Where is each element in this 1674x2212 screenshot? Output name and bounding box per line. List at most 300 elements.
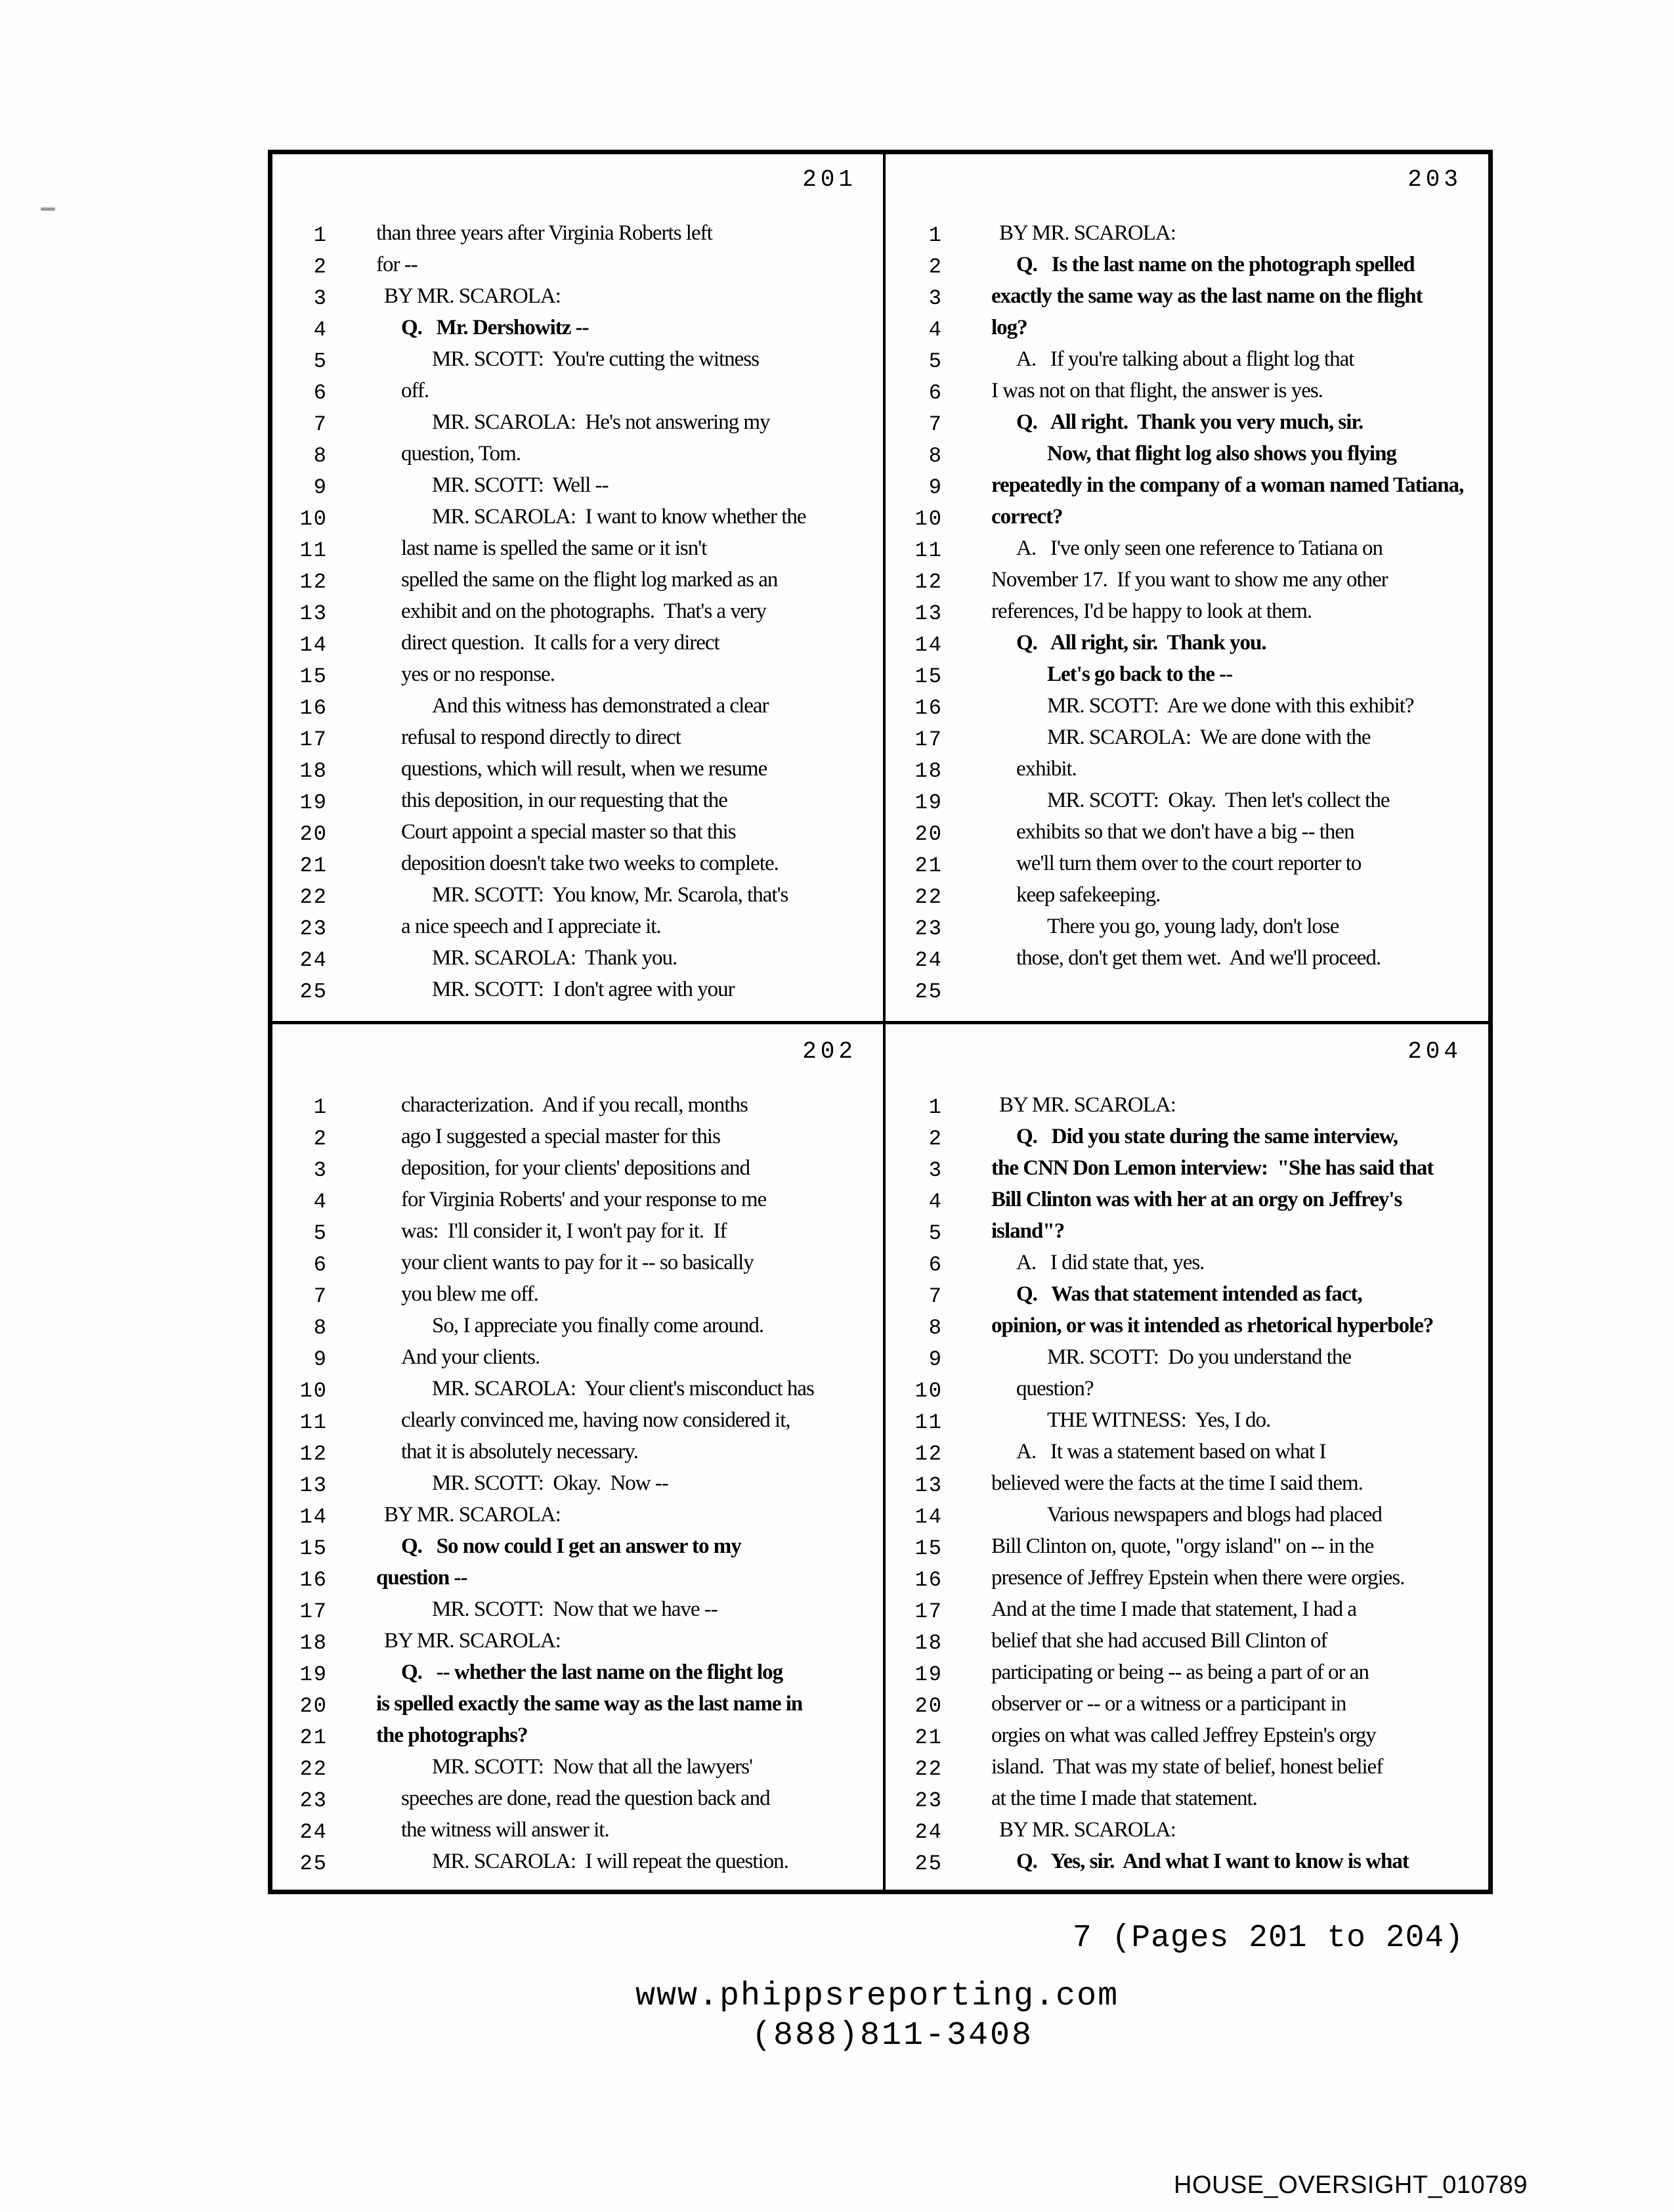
transcript-line [888, 1155, 1488, 1186]
line-number: 15 [299, 664, 328, 689]
line-number: 14 [914, 633, 943, 657]
line-text: questions, which will result, when we resume [401, 757, 767, 781]
line-text: we'll turn them over to the court reporter to [1016, 852, 1362, 875]
line-number: 18 [299, 759, 328, 783]
transcript-line [272, 1691, 883, 1722]
line-number: 23 [914, 1789, 943, 1813]
transcript-line [272, 787, 883, 819]
line-number: 11 [299, 538, 328, 563]
reporter-website: www.phippsreporting.com [635, 1978, 1119, 2015]
line-text: belief that she had accused Bill Clinton of [991, 1629, 1327, 1653]
transcript-line [272, 1628, 883, 1659]
line-number: 1 [928, 223, 943, 248]
line-text: MR. SCOTT: You know, Mr. Scarola, that's [432, 883, 788, 907]
line-number: 19 [914, 1662, 943, 1687]
transcript-line [272, 693, 883, 724]
line-number: 7 [928, 412, 943, 437]
line-text: for -- [376, 253, 418, 276]
transcript-line [888, 1659, 1488, 1691]
transcript-line [888, 1533, 1488, 1565]
line-number: 4 [928, 318, 943, 342]
transcript-line [272, 1848, 883, 1880]
line-number: 19 [299, 1662, 328, 1687]
transcript-line [888, 283, 1488, 314]
line-number: 22 [299, 1757, 328, 1781]
line-number: 17 [299, 727, 328, 752]
line-number: 24 [299, 1820, 328, 1844]
transcript-line [888, 1312, 1488, 1344]
line-number: 16 [914, 1568, 943, 1592]
line-number: 3 [928, 286, 943, 311]
line-number: 1 [928, 1095, 943, 1119]
transcript-line [272, 1439, 883, 1470]
line-number: 5 [928, 349, 943, 374]
transcript-line [272, 378, 883, 409]
line-text: MR. SCAROLA: We are done with the [1047, 726, 1371, 749]
line-number: 1 [313, 1095, 328, 1119]
transcript-line [888, 724, 1488, 756]
line-text: off. [401, 379, 429, 402]
line-number: 8 [928, 444, 943, 468]
line-text: spelled the same on the flight log marked as an [401, 568, 778, 592]
transcript-line [888, 1565, 1488, 1596]
line-text: question -- [376, 1566, 467, 1590]
transcript-line [272, 472, 883, 504]
transcript-line [888, 1502, 1488, 1533]
line-number: 12 [914, 1442, 943, 1466]
line-text: MR. SCOTT: I don't agree with your [432, 978, 735, 1001]
transcript-line [888, 756, 1488, 787]
line-text: last name is spelled the same or it isn't [401, 536, 707, 560]
line-text: Q. Is the last name on the photograph spelled [1016, 253, 1415, 276]
transcript-line [888, 1722, 1488, 1754]
transcript-line [272, 1533, 883, 1565]
transcript-line [272, 1817, 883, 1848]
line-number: 15 [914, 1536, 943, 1561]
line-text: that it is absolutely necessary. [401, 1440, 638, 1464]
transcript-line [888, 882, 1488, 913]
reporter-phone: (888)811-3408 [752, 2017, 1034, 2054]
line-text: direct question. It calls for a very direct [401, 631, 719, 655]
line-text: clearly convinced me, having now considered it, [401, 1408, 790, 1432]
line-number: 19 [299, 791, 328, 815]
transcript-line [888, 1439, 1488, 1470]
line-text: BY MR. SCAROLA: [384, 1629, 561, 1653]
line-number: 17 [914, 727, 943, 752]
line-number: 2 [313, 1127, 328, 1151]
line-number: 1 [313, 223, 328, 248]
line-number: 21 [299, 854, 328, 878]
transcript-line [272, 850, 883, 882]
line-number: 7 [313, 1284, 328, 1309]
line-text: Q. So now could I get an answer to my [401, 1534, 741, 1558]
line-number: 9 [313, 475, 328, 500]
line-number: 13 [914, 1473, 943, 1498]
transcript-line [888, 787, 1488, 819]
transcript-line [888, 1281, 1488, 1312]
line-number: 22 [914, 1757, 943, 1781]
transcript-line [272, 220, 883, 251]
transcript-line [272, 1155, 883, 1186]
line-text: MR. SCAROLA: Your client's misconduct has [432, 1377, 814, 1400]
transcript-line [888, 1848, 1488, 1880]
page-number: 202 [802, 1038, 857, 1065]
transcript-line [272, 1565, 883, 1596]
line-text: MR. SCAROLA: I will repeat the question. [432, 1850, 788, 1873]
line-number: 18 [299, 1631, 328, 1655]
transcript-line [272, 251, 883, 283]
transcript-page-202 [272, 1026, 883, 1890]
line-number: 20 [914, 1694, 943, 1718]
line-text: Let's go back to the -- [1047, 662, 1233, 686]
transcript-line [888, 1407, 1488, 1439]
transcript-line [888, 1628, 1488, 1659]
transcript-line [888, 1817, 1488, 1848]
transcript-line [888, 1691, 1488, 1722]
line-number: 25 [914, 980, 943, 1004]
line-text: references, I'd be happy to look at them. [991, 599, 1312, 623]
line-number: 10 [914, 1379, 943, 1403]
line-text: A. It was a statement based on what I [1016, 1440, 1326, 1464]
line-number: 11 [914, 1410, 943, 1435]
line-number: 10 [299, 1379, 328, 1403]
line-text: the CNN Don Lemon interview: "She has said that [991, 1156, 1434, 1180]
page-number: 204 [1407, 1038, 1462, 1065]
line-text: observer or -- or a witness or a participant in [991, 1692, 1346, 1716]
line-text: THE WITNESS: Yes, I do. [1047, 1408, 1271, 1432]
transcript-line [272, 504, 883, 535]
line-number: 15 [914, 664, 943, 689]
line-text: participating or being -- as being a part of or an [991, 1660, 1369, 1684]
line-number: 23 [299, 1789, 328, 1813]
line-text: MR. SCAROLA: I want to know whether the [432, 505, 806, 529]
transcript-line [272, 1407, 883, 1439]
transcript-line [272, 724, 883, 756]
line-number: 11 [914, 538, 943, 563]
line-text: was: I'll consider it, I won't pay for it. If [401, 1219, 727, 1243]
line-text: MR. SCOTT: Okay. Then let's collect the [1047, 789, 1390, 812]
line-number: 2 [928, 1127, 943, 1151]
line-text: believed were the facts at the time I said them. [991, 1471, 1363, 1495]
line-number: 6 [313, 381, 328, 405]
line-text: BY MR. SCAROLA: [999, 221, 1176, 245]
transcript-line [272, 1596, 883, 1628]
transcript-line [888, 567, 1488, 598]
line-number: 8 [313, 444, 328, 468]
line-number: 4 [928, 1190, 943, 1214]
line-text: Now, that flight log also shows you flying [1047, 442, 1396, 466]
line-text: November 17. If you want to show me any other [991, 568, 1388, 592]
transcript-line [272, 1281, 883, 1312]
transcript-line [272, 819, 883, 850]
line-text: your client wants to pay for it -- so basically [401, 1251, 754, 1274]
line-text: A. If you're talking about a flight log that [1016, 347, 1354, 371]
transcript-line [888, 346, 1488, 378]
transcript-line [888, 409, 1488, 441]
bates-stamp: HOUSE_OVERSIGHT_010789 [1174, 2171, 1528, 2199]
line-number: 7 [313, 412, 328, 437]
line-number: 22 [914, 885, 943, 909]
line-text: island. That was my state of belief, honest belief [991, 1755, 1383, 1779]
line-text: MR. SCOTT: Well -- [432, 473, 609, 497]
line-text: BY MR. SCAROLA: [999, 1818, 1176, 1842]
transcript-line [888, 314, 1488, 346]
line-text: opinion, or was it intended as rhetorical hyperbole? [991, 1314, 1434, 1337]
line-number: 16 [914, 696, 943, 720]
transcript-line [888, 598, 1488, 630]
line-number: 15 [299, 1536, 328, 1561]
transcript-line [888, 1470, 1488, 1502]
line-text: repeatedly in the company of a woman named Tatiana, [991, 473, 1464, 497]
line-text: I was not on that flight, the answer is yes. [991, 379, 1323, 402]
line-text: Bill Clinton on, quote, "orgy island" on -- in the [991, 1534, 1374, 1558]
transcript-line [272, 913, 883, 945]
line-number: 16 [299, 696, 328, 720]
line-text: than three years after Virginia Roberts left [376, 221, 712, 245]
transcript-line [272, 409, 883, 441]
line-text: And at the time I made that statement, I had a [991, 1597, 1357, 1621]
line-number: 13 [914, 601, 943, 626]
line-text: Q. -- whether the last name on the flight log [401, 1660, 783, 1684]
line-number: 5 [313, 1221, 328, 1246]
line-text: this deposition, in our requesting that the [401, 789, 727, 812]
transcript-line [272, 1186, 883, 1218]
line-number: 3 [313, 286, 328, 311]
line-text: BY MR. SCAROLA: [999, 1093, 1176, 1117]
transcript-line [272, 882, 883, 913]
line-text: MR. SCOTT: Now that all the lawyers' [432, 1755, 752, 1779]
line-text: the witness will answer it. [401, 1818, 609, 1842]
transcript-line [272, 945, 883, 976]
transcript-line [888, 472, 1488, 504]
line-text: MR. SCOTT: Are we done with this exhibit? [1047, 694, 1414, 718]
transcript-line [272, 1785, 883, 1817]
line-text: presence of Jeffrey Epstein when there were orgies. [991, 1566, 1405, 1590]
line-number: 11 [299, 1410, 328, 1435]
transcript-page-204 [888, 1026, 1488, 1890]
line-text: deposition doesn't take two weeks to complete. [401, 852, 779, 875]
transcript-line [888, 850, 1488, 882]
transcript-line [272, 1376, 883, 1407]
line-text: ago I suggested a special master for this [401, 1125, 720, 1148]
line-number: 9 [928, 475, 943, 500]
line-number: 9 [313, 1347, 328, 1372]
line-text: MR. SCAROLA: Thank you. [432, 946, 677, 970]
transcript-line [888, 1186, 1488, 1218]
line-number: 19 [914, 791, 943, 815]
line-text: Various newspapers and blogs had placed [1047, 1503, 1382, 1527]
line-number: 25 [914, 1852, 943, 1876]
line-number: 12 [299, 1442, 328, 1466]
line-number: 5 [313, 349, 328, 374]
transcript-line [272, 1659, 883, 1691]
line-text: And this witness has demonstrated a clear [432, 694, 769, 718]
line-text: exhibit and on the photographs. That's a very [401, 599, 766, 623]
transcript-line [888, 220, 1488, 251]
line-number: 23 [299, 917, 328, 941]
line-number: 8 [313, 1316, 328, 1340]
line-number: 4 [313, 318, 328, 342]
transcript-line [888, 1092, 1488, 1123]
line-number: 6 [928, 381, 943, 405]
line-text: So, I appreciate you finally come around. [432, 1314, 764, 1337]
line-text: Q. All right. Thank you very much, sir. [1016, 410, 1363, 434]
line-number: 7 [928, 1284, 943, 1309]
line-text: exhibit. [1016, 757, 1077, 781]
transcript-line [272, 756, 883, 787]
line-number: 18 [914, 759, 943, 783]
line-text: BY MR. SCAROLA: [384, 284, 561, 308]
transcript-line [888, 1344, 1488, 1376]
line-number: 9 [928, 1347, 943, 1372]
transcript-line [272, 1249, 883, 1281]
line-text: MR. SCOTT: Do you understand the [1047, 1345, 1352, 1369]
transcript-line [888, 504, 1488, 535]
transcript-line [888, 630, 1488, 661]
line-text: Court appoint a special master so that this [401, 820, 736, 844]
line-number: 24 [914, 948, 943, 972]
line-number: 24 [914, 1820, 943, 1844]
page-number: 201 [802, 166, 857, 193]
line-number: 6 [313, 1253, 328, 1277]
line-text: the photographs? [376, 1724, 528, 1747]
line-number: 14 [299, 633, 328, 657]
transcript-line [272, 535, 883, 567]
line-text: you blew me off. [401, 1282, 538, 1306]
line-text: deposition, for your clients' depositions and [401, 1156, 750, 1180]
transcript-line [272, 976, 883, 1008]
transcript-line [888, 913, 1488, 945]
line-number: 3 [928, 1158, 943, 1182]
transcript-line [272, 1312, 883, 1344]
line-text: A. I did state that, yes. [1016, 1251, 1205, 1274]
line-text: Q. Was that statement intended as fact, [1016, 1282, 1362, 1306]
line-text: Q. All right, sir. Thank you. [1016, 631, 1266, 655]
transcript-line [272, 283, 883, 314]
line-text: those, don't get them wet. And we'll proceed. [1016, 946, 1381, 970]
line-number: 10 [914, 507, 943, 531]
line-number: 10 [299, 507, 328, 531]
line-text: island"? [991, 1219, 1065, 1243]
line-text: orgies on what was called Jeffrey Epstein's orgy [991, 1724, 1376, 1747]
line-text: at the time I made that statement. [991, 1787, 1257, 1810]
line-text: MR. SCOTT: Okay. Now -- [432, 1471, 668, 1495]
line-text: speeches are done, read the question back and [401, 1787, 770, 1810]
line-number: 14 [299, 1505, 328, 1529]
transcript-line [888, 1596, 1488, 1628]
line-text: exhibits so that we don't have a big -- then [1016, 820, 1354, 844]
scan-artifact-mark [41, 207, 55, 211]
line-number: 23 [914, 917, 943, 941]
line-text: correct? [991, 505, 1063, 529]
line-text: Q. Mr. Dershowitz -- [401, 316, 589, 339]
line-text: a nice speech and I appreciate it. [401, 915, 661, 938]
line-number: 2 [313, 255, 328, 279]
line-text: MR. SCAROLA: He's not answering my [432, 410, 770, 434]
line-text: yes or no response. [401, 662, 555, 686]
line-text: log? [991, 316, 1027, 339]
line-number: 3 [313, 1158, 328, 1182]
line-number: 16 [299, 1568, 328, 1592]
line-number: 13 [299, 1473, 328, 1498]
transcript-line [888, 1754, 1488, 1785]
line-text: for Virginia Roberts' and your response to me [401, 1188, 767, 1211]
transcript-line [888, 693, 1488, 724]
line-text: question, Tom. [401, 442, 521, 466]
line-text: A. I've only seen one reference to Tatiana on [1016, 536, 1383, 560]
line-number: 12 [299, 570, 328, 594]
line-number: 20 [914, 822, 943, 846]
transcript-line [888, 1249, 1488, 1281]
transcript-line [272, 567, 883, 598]
transcript-line [272, 1502, 883, 1533]
line-number: 5 [928, 1221, 943, 1246]
line-number: 17 [299, 1599, 328, 1624]
line-number: 21 [914, 1725, 943, 1750]
transcript-line [272, 630, 883, 661]
line-text: characterization. And if you recall, months [401, 1093, 748, 1117]
line-text: is spelled exactly the same way as the last name in [376, 1692, 803, 1716]
line-number: 2 [928, 255, 943, 279]
transcript-line [272, 314, 883, 346]
transcript-line [272, 441, 883, 472]
line-number: 22 [299, 885, 328, 909]
line-number: 20 [299, 1694, 328, 1718]
line-number: 24 [299, 948, 328, 972]
page-number: 203 [1407, 166, 1462, 193]
line-text: Q. Did you state during the same interview, [1016, 1125, 1398, 1148]
transcript-line [272, 1344, 883, 1376]
line-number: 18 [914, 1631, 943, 1655]
transcript-line [272, 1218, 883, 1249]
transcript-line [272, 1754, 883, 1785]
line-number: 14 [914, 1505, 943, 1529]
transcript-line [272, 1123, 883, 1155]
transcript-line [888, 1376, 1488, 1407]
transcript-line [272, 1092, 883, 1123]
transcript-line [888, 1218, 1488, 1249]
line-number: 21 [299, 1725, 328, 1750]
line-number: 8 [928, 1316, 943, 1340]
line-number: 13 [299, 601, 328, 626]
line-number: 17 [914, 1599, 943, 1624]
line-text: Q. Yes, sir. And what I want to know is what [1016, 1850, 1409, 1873]
line-text: BY MR. SCAROLA: [384, 1503, 561, 1527]
transcript-line [888, 819, 1488, 850]
line-number: 12 [914, 570, 943, 594]
transcript-line [888, 661, 1488, 693]
transcript-line [272, 598, 883, 630]
line-text: refusal to respond directly to direct [401, 726, 681, 749]
transcript-line [888, 441, 1488, 472]
line-text: keep safekeeping. [1016, 883, 1161, 907]
line-number: 20 [299, 822, 328, 846]
transcript-page-201 [272, 154, 883, 1023]
line-number: 21 [914, 854, 943, 878]
folio-page-range: 7 (Pages 201 to 204) [1072, 1920, 1464, 1956]
line-text: There you go, young lady, don't lose [1047, 915, 1339, 938]
transcript-line [272, 661, 883, 693]
transcript-line [888, 945, 1488, 976]
transcript-page-203 [888, 154, 1488, 1023]
transcript-line [888, 535, 1488, 567]
line-number: 6 [928, 1253, 943, 1277]
line-number: 4 [313, 1190, 328, 1214]
line-text: MR. SCOTT: You're cutting the witness [432, 347, 759, 371]
transcript-line [888, 1123, 1488, 1155]
line-number: 25 [299, 980, 328, 1004]
line-text: Bill Clinton was with her at an orgy on Jeffrey's [991, 1188, 1402, 1211]
